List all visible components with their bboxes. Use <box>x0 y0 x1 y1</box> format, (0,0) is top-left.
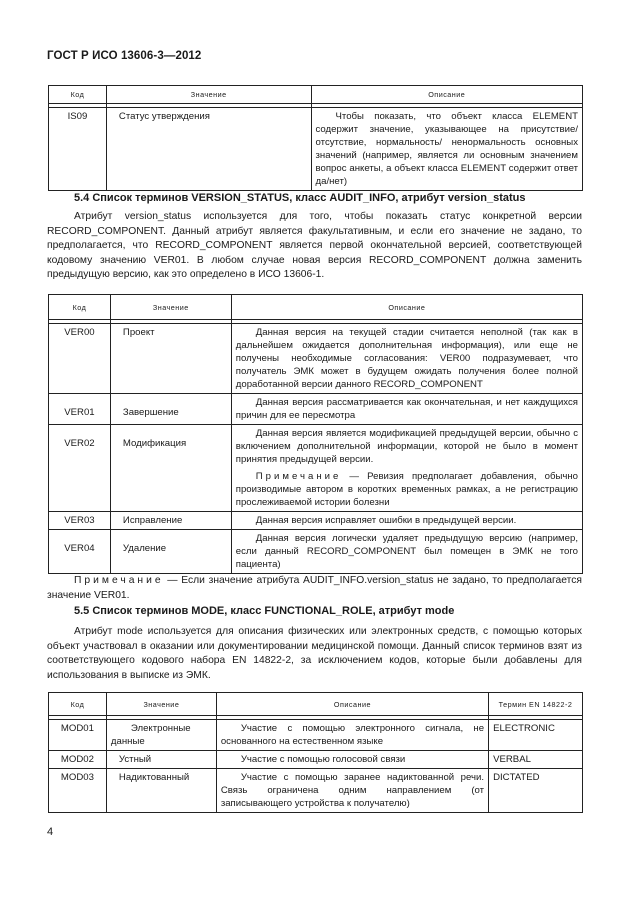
row-description: Данная версия рассматривается как окончательная, и нет каждущихся причин для ее пересмотра <box>231 394 582 425</box>
note-label: Примечание <box>74 575 164 586</box>
row-meaning: Устный <box>106 751 216 769</box>
column-header-meaning: Значение <box>110 295 231 320</box>
row-meaning: Проект <box>110 324 231 394</box>
table-row <box>49 512 583 530</box>
column-header-description: Описание <box>216 693 488 716</box>
row-description: Участие с помощью голосовой связи <box>216 751 488 769</box>
column-header-code: Код <box>49 86 107 104</box>
table-header-row <box>49 693 583 716</box>
table-note <box>47 574 582 603</box>
row-note <box>236 470 578 509</box>
row-code: VER00 <box>49 324 111 394</box>
row-description: Данная версия исправляет ошибки в предыдущей версии. <box>231 512 582 530</box>
row-meaning: Завершение <box>110 394 231 425</box>
column-header-term: Термин EN 14822-2 <box>489 693 583 716</box>
row-code: VER01 <box>49 394 111 425</box>
note-text: — Если значение атрибута AUDIT_INFO.version_status не задано, то предполагается значение VER01. <box>47 575 582 601</box>
row-description: Данная версия на текущей стадии считается неполной (так как в дальнейшем ожидается дополнительная информация), или еще не получены необходимые согласования: VER00 подразумевает, что получатель ЭМК может в будущем ожидать получения более полной доработанной версии данного RECORD_COMPONENT <box>231 324 582 394</box>
column-header-code: Код <box>49 295 111 320</box>
column-header-description: Описание <box>231 295 582 320</box>
table-header-row <box>49 86 583 104</box>
section-heading: 5.4 Список терминов VERSION_STATUS, класс AUDIT_INFO, атрибут version_status <box>74 192 526 204</box>
table-row <box>49 769 583 813</box>
table-header-row <box>49 295 583 320</box>
body-paragraph: Атрибут mode используется для описания физических или электронных средств, с помощью которых объект участвовал в оказании или документировании медицинской помощи. Данный список терминов взят из соответствующего кодового набора EN 14822-2, за исключением кодов, которые были добавлены для использования в выписке из ЭМК. <box>47 626 582 681</box>
section-heading: 5.5 Список терминов MODE, класс FUNCTIONAL_ROLE, атрибут mode <box>74 605 455 617</box>
row-meaning: Исправление <box>110 512 231 530</box>
table-continuation <box>48 85 583 191</box>
row-code: IS09 <box>49 108 107 191</box>
note-label: Примечание <box>255 471 342 482</box>
mode-table <box>48 692 583 813</box>
row-term: DICTATED <box>489 769 583 813</box>
version-status-table <box>48 294 583 574</box>
page-number: 4 <box>47 826 54 838</box>
column-header-meaning: Значение <box>106 693 216 716</box>
row-meaning: Удаление <box>110 530 231 574</box>
row-description: Участие с помощью электронного сигнала, не основанного на естественном языке <box>216 720 488 751</box>
table-row <box>49 751 583 769</box>
row-code: MOD01 <box>49 720 107 751</box>
row-meaning: Модификация <box>110 425 231 512</box>
row-code: VER04 <box>49 530 111 574</box>
note-text: — Ревизия предполагает добавления, обычно производимые автором в коротких временных рамках, а не регистрацию прослеживаемой истории болезни <box>235 471 578 508</box>
row-description: Участие с помощью заранее надиктованной речи. Связь ограничена одним направлением (от записывающего устройства к получателю) <box>216 769 488 813</box>
running-header: ГОСТ Р ИСО 13606-3—2012 <box>47 50 202 62</box>
row-term: VERBAL <box>489 751 583 769</box>
row-code: VER03 <box>49 512 111 530</box>
row-description: Чтобы показать, что объект класса ELEMENT содержит значение, указывающее на присутствие/отсутствие, нормальность/ ненормальность основных значений (например, является ли основным значением вопрос анкеты, а объект класса ELEMENT содержит ответ да/нет) <box>311 108 582 191</box>
table-row <box>49 720 583 751</box>
column-header-code: Код <box>49 693 107 716</box>
row-code: MOD03 <box>49 769 107 813</box>
row-meaning: Статус утверждения <box>106 108 311 191</box>
row-code: VER02 <box>49 425 111 512</box>
table-row <box>49 394 583 425</box>
row-code: MOD02 <box>49 751 107 769</box>
column-header-description: Описание <box>311 86 582 104</box>
table-row <box>49 108 583 191</box>
table-row <box>49 530 583 574</box>
row-description-cell <box>231 425 582 512</box>
body-paragraph: Атрибут version_status используется для того, чтобы показать статус конкретной версии RECORD_COMPONENT. Данный атрибут является факультативным, и если его значение не задано, то предполагается, что RECORD_COMPONENT является первой окончательной версией, соответствующей кодовому значению VER01. В любом случае новая версия RECORD_COMPONENT должна заменить предыдущую версию, как это определено в ИСО 13606-1. <box>47 211 582 281</box>
row-term: ELECTRONIC <box>489 720 583 751</box>
row-description: Данная версия логически удаляет предыдущую версию (например, если данный RECORD_COMPONENT был помещен в ЭМК не того пациента) <box>231 530 582 574</box>
row-description: Данная версия является модификацией предыдущей версии, обычно с включением дополнительной информации, которой не было в момент принятия предыдущей версии. <box>235 428 578 465</box>
row-meaning: Электронные данные <box>106 720 216 751</box>
column-header-meaning: Значение <box>106 86 311 104</box>
table-row <box>49 425 583 512</box>
row-meaning: Надиктованный <box>106 769 216 813</box>
table-row <box>49 324 583 394</box>
